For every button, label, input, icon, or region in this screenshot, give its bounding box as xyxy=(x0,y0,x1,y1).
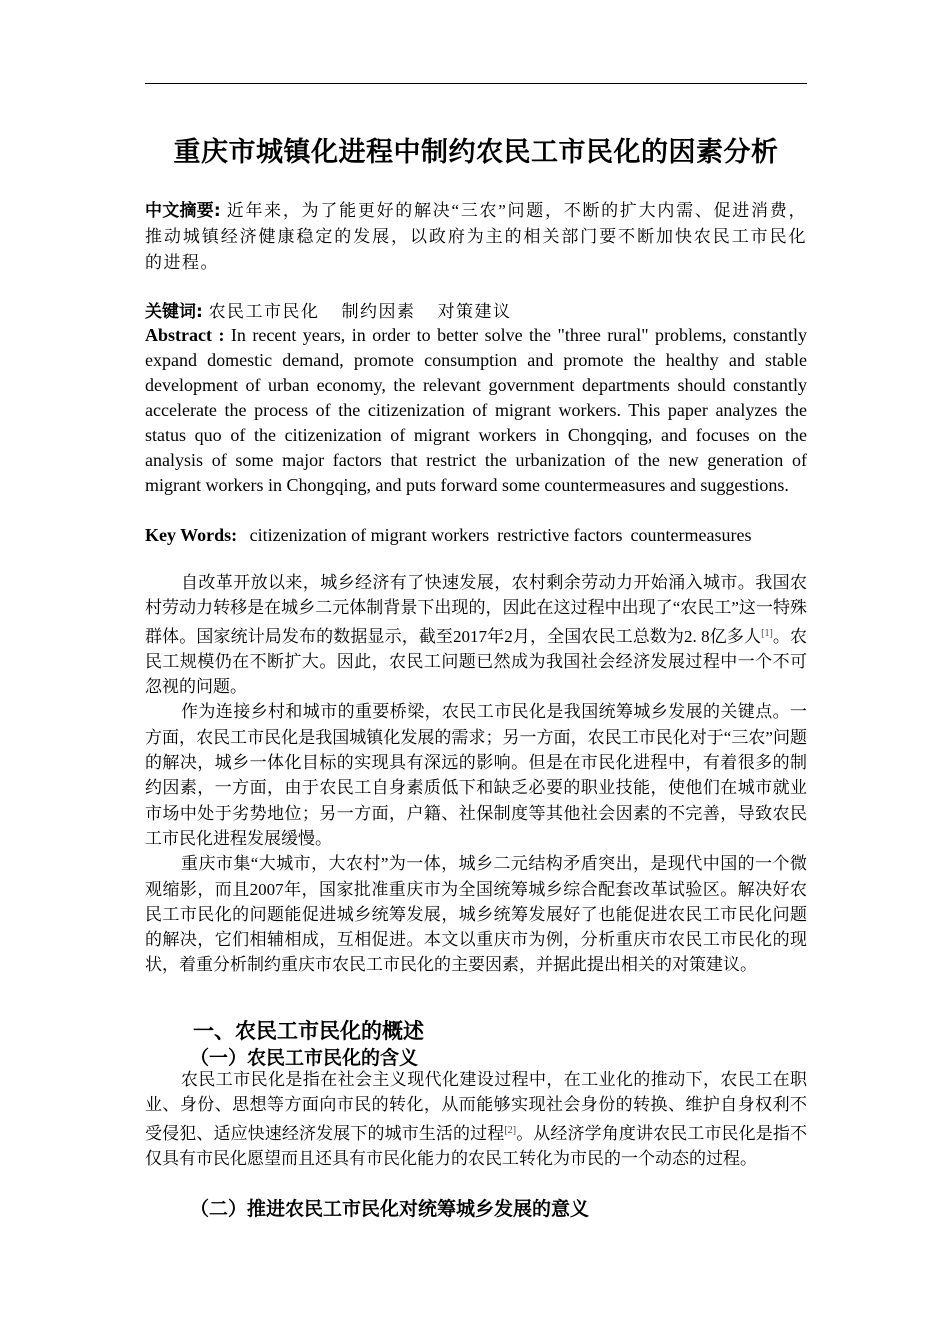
header-rule xyxy=(145,83,807,84)
intro-paragraph xyxy=(145,570,807,699)
intro-paragraph-text: 自改革开放以来，城乡经济有了快速发展，农村剩余劳动力开始涌入城市。我国农村劳动力转移是在城乡二元体制背景下出现的，因此在这过程中出现了“农民工”这一特殊群体。国家统计局发布的数据显示，截至2017年2月，全国农民工总数为2. 8亿多人 xyxy=(145,573,807,646)
english-keyword: restrictive factors xyxy=(497,525,623,545)
intro-paragraph: 重庆市集“大城市，大农村”为一体，城乡二元结构矛盾突出，是现代中国的一个微观缩影，而且2007年，国家批准重庆市为全国统筹城乡综合配套改革试验区。解决好农民工市民化的问题能促进城乡统筹发展，城乡统筹发展好了也能促进农民工市民化问题的解决，它们相辅相成，互相促进。本文以重庆市为例，分析重庆市农民工市民化的现状，着重分析制约重庆市农民工市民化的主要因素，并据此提出相关的对策建议。 xyxy=(145,854,807,975)
english-keywords-label: Key Words: xyxy=(145,525,238,545)
introduction-body xyxy=(145,570,807,978)
english-keyword: countermeasures xyxy=(630,525,752,545)
section-paragraph-text: 农民工市民化是指在社会主义现代化建设过程中，在工业化的推动下，农民工在职业、身份、思想等方面向市民的转化，从而能够实现社会身份的转换、维护自身权利不受侵犯、适应快速经济发展下的城市生活的过程 xyxy=(145,1070,807,1143)
chinese-abstract-text: 近年来，为了能更好的解决“三农”问题，不断的扩大内需、促进消费，推动城镇经济健康稳定的发展，以政府为主的相关部门要不断加快农民工市民化的进程。 xyxy=(145,201,807,272)
section-paragraph xyxy=(145,1067,807,1171)
english-abstract-text: In recent years, in order to better solve the "three rural" problems, constantly expand domestic demand, promote consumption and promote the healthy and stable development of urban economy, the relevant government departments should constantly accelerate the process of the citizenization of migrant workers. This paper analyzes the status quo of the citizenization of migrant workers in Chongqing, and focuses on the analysis of some major factors that restrict the urbanization of the new generation of migrant workers in Chongqing, and puts forward some countermeasures and suggestions. xyxy=(145,325,808,495)
intro-paragraph-text: 。农民工规模仍在不断扩大。因此，农民工问题已然成为我国社会经济发展过程中一个不可忽视的问题。 xyxy=(145,626,808,697)
chinese-keyword: 制约因素 xyxy=(341,302,416,321)
subsection-heading: （二）推进农民工市民化对统筹城乡发展的意义 xyxy=(190,1198,590,1220)
citation-ref[interactable]: [1] xyxy=(761,627,773,639)
section-paragraph-text: 。从经济学角度讲农民工市民化是指不仅具有市民化愿望而且还具有市民化能力的农民工转化为市民的一个动态的过程。 xyxy=(145,1123,808,1168)
section-heading: 一、农民工市民化的概述 xyxy=(193,1019,424,1043)
chinese-keywords-label: 关键词: xyxy=(145,302,203,322)
english-abstract-label: Abstract : xyxy=(145,325,225,345)
english-keyword: citizenization of migrant workers xyxy=(249,525,490,545)
subsection-heading: （一）农民工市民化的含义 xyxy=(190,1047,419,1069)
english-keywords xyxy=(145,523,807,548)
intro-paragraph: 作为连接乡村和城市的重要桥梁，农民工市民化是我国统筹城乡发展的关键点。一方面，农民工市民化是我国城镇化发展的需求；另一方面，农民工市民化对于“三农”问题的解决，城乡一体化目标的实现具有深远的影响。但是在市民化进程中，有着很多的制约因素，一方面，由于农民工自身素质低下和缺乏必要的职业技能，使他们在城市就业市场中处于劣势地位；另一方面，户籍、社保制度等其他社会因素的不完善，导致农民工市民化进程发展缓慢。 xyxy=(145,702,807,848)
paper-title: 重庆市城镇化进程中制约农民工市民化的因素分析 xyxy=(173,137,779,168)
chinese-keyword: 对策建议 xyxy=(437,302,512,321)
chinese-abstract-label: 中文摘要: xyxy=(145,201,221,221)
chinese-keyword: 农民工市民化 xyxy=(208,302,320,321)
english-abstract xyxy=(145,323,807,498)
citation-ref[interactable]: [2] xyxy=(504,1124,517,1136)
section-body xyxy=(145,1067,807,1171)
chinese-abstract xyxy=(145,198,807,276)
chinese-keywords xyxy=(145,299,807,325)
